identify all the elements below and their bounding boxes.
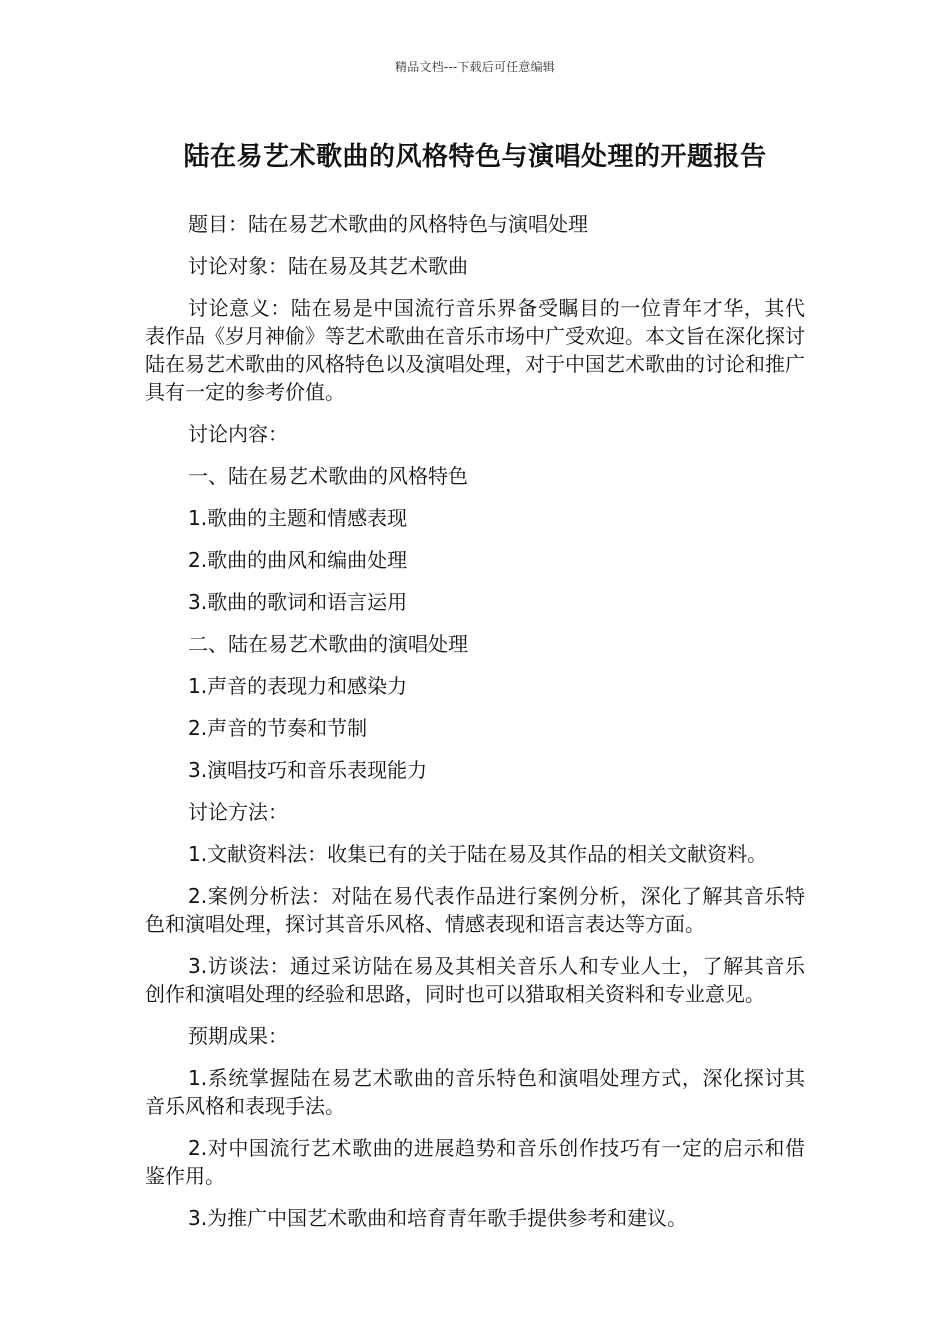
list-item: 2.案例分析法：对陆在易代表作品进行案例分析，深化了解其音乐特色和演唱处理，探讨其音乐风格、情感表现和语言表达等方面。: [145, 884, 805, 936]
list-item: 2.声音的节奏和节制: [188, 716, 368, 740]
list-item: 3.为推广中国艺术歌曲和培育青年歌手提供参考和建议。: [188, 1206, 688, 1230]
paragraph-section-1: 一、陆在易艺术歌曲的风格特色: [188, 464, 468, 488]
paragraph-significance: 讨论意义：陆在易是中国流行音乐界备受瞩目的一位青年才华，其代表作品《岁月神偷》等艺术歌曲在音乐市场中广受欢迎。本文旨在深化探讨陆在易艺术歌曲的风格特色以及演唱处理，对于中国艺术歌曲的讨论和推广具有一定的参考价值。: [145, 296, 805, 404]
list-item: 1.歌曲的主题和情感表现: [188, 506, 408, 530]
list-item: 3.访谈法：通过采访陆在易及其相关音乐人和专业人士，了解其音乐创作和演唱处理的经验和思路，同时也可以猎取相关资料和专业意见。: [145, 954, 805, 1006]
paragraph-object: 讨论对象：陆在易及其艺术歌曲: [188, 254, 468, 278]
paragraph-topic: 题目：陆在易艺术歌曲的风格特色与演唱处理: [188, 212, 588, 236]
list-item: 1.声音的表现力和感染力: [188, 674, 408, 698]
list-item: 3.歌曲的歌词和语言运用: [188, 590, 408, 614]
list-item: 2.歌曲的曲风和编曲处理: [188, 548, 408, 572]
paragraph-content-heading: 讨论内容：: [188, 422, 288, 446]
paragraph-section-2: 二、陆在易艺术歌曲的演唱处理: [188, 632, 468, 656]
header-note: 精品文档---下载后可任意编辑: [395, 60, 555, 74]
paragraph-methods-heading: 讨论方法：: [188, 800, 288, 824]
list-item: 2.对中国流行艺术歌曲的进展趋势和音乐创作技巧有一定的启示和借鉴作用。: [145, 1136, 805, 1188]
document-body: [145, 210, 805, 1246]
list-item: 3.演唱技巧和音乐表现能力: [188, 758, 428, 782]
document-title: 陆在易艺术歌曲的风格特色与演唱处理的开题报告: [183, 142, 767, 172]
paragraph-outcomes-heading: 预期成果：: [188, 1024, 288, 1048]
list-item: 1.文献资料法：收集已有的关于陆在易及其作品的相关文献资料。: [188, 842, 768, 866]
list-item: 1.系统掌握陆在易艺术歌曲的音乐特色和演唱处理方式，深化探讨其音乐风格和表现手法。: [145, 1066, 805, 1118]
